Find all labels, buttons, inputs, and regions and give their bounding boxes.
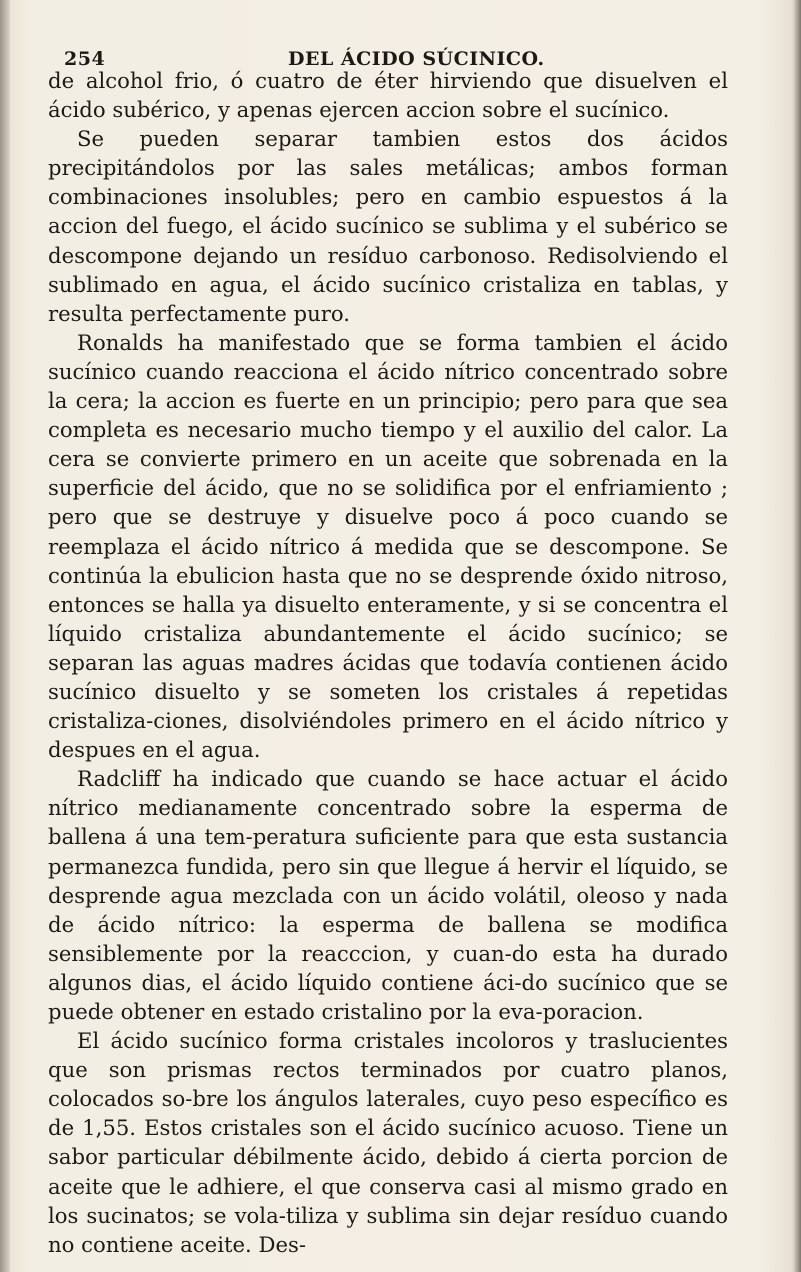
paragraph-continuation: de alcohol frio, ó cuatro de éter hirviendo que disuelven el ácido subérico, y apenas ejercen accion sobre el sucínico. bbox=[48, 68, 728, 123]
paragraph-ronalds: Ronalds ha manifestado que se forma tambien el ácido sucínico cuando reacciona el ácido nítrico concentrado sobre la cera; la accion es fuerte en un principio; pero para que sea completa es necesario mucho tiempo y el auxilio del calor. La cera se convierte primero en un aceite que sobrenada en la superficie del ácido, que no se solidifica por el enfriamiento ; pero que se destruye y disuelve poco á poco cuando se reemplaza el ácido nítrico á medida que se descompone. Se continúa la ebulicion hasta que no se desprende óxido nitroso, entonces se halla ya disuelto enteramente, y si se concentra el líquido cristaliza abundantemente el ácido sucínico; se separan las aguas madres ácidas que todavía contienen ácido sucínico disuelto y se someten los cristales á repetidas cristaliza-ciones, disolviéndoles primero en el ácido nítrico y despues en el agua. bbox=[48, 329, 728, 763]
page-number: 254 bbox=[64, 48, 106, 70]
page-right-edge bbox=[793, 0, 801, 1272]
paragraph-radcliff: Radcliff ha indicado que cuando se hace actuar el ácido nítrico medianamente concentrado sobre la esperma de ballena á una tem-peratura suficiente para que esta sustancia permanezca fundida, pero sin que llegue á hervir el líquido, se desprende agua mezclada con un ácido volátil, oleoso y nada de ácido nítrico: la esperma de ballena se modifica sensiblemente por la reacccion, y cuan-do esta ha durado algunos dias, el ácido líquido contiene áci-do sucínico que se puede obtener en estado cristalino por la eva-poracion. bbox=[48, 766, 728, 1024]
body-text bbox=[48, 66, 728, 1259]
running-head: DEL ÁCIDO SÚCINICO. bbox=[288, 48, 545, 70]
paragraph-crystals: El ácido sucínico forma cristales incoloros y traslucientes que son prismas rectos terminados por cuatro planos, colocados so-bre los ángulos laterales, cuyo peso específico es de 1,55. Estos cristales son el ácido sucínico acuoso. Tiene un sabor particular débilmente ácido, debido á cierta porcion de aceite que le adhiere, el que conserva casi al mismo grado en los sucinatos; se vola-tiliza y sublima sin dejar resíduo cuando no contiene aceite. Des- bbox=[48, 1028, 728, 1257]
paragraph-separation: Se pueden separar tambien estos dos ácidos precipitándolos por las sales metálicas; ambos forman combinaciones insolubles; pero en cambio espuestos á la accion del fuego, el ácido sucínico se sublima y el subérico se descompone dejando un resíduo carbonoso. Redisolviendo el sublimado en agua, el ácido sucínico cristaliza en tablas, y resulta perfectamente puro. bbox=[48, 126, 728, 326]
page-left-edge bbox=[0, 0, 10, 1272]
